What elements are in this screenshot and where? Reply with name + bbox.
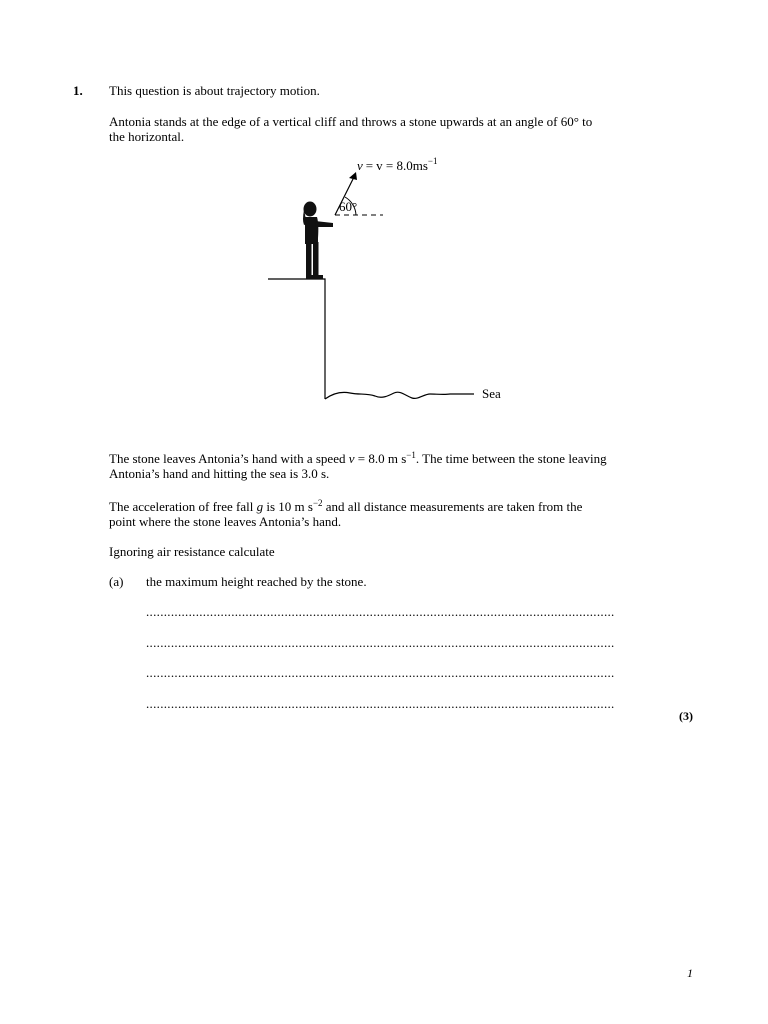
speed-paragraph-line-2: Antonia’s hand and hitting the sea is 3.0 s. — [109, 466, 330, 481]
accel-paragraph-line-1: The acceleration of free fall g is 10 m $s^{-2}$ and all distance measurements are taken from the — [109, 498, 583, 514]
velocity-arrow-head — [349, 172, 357, 180]
instruction-text: Ignoring air resistance calculate — [109, 544, 275, 559]
answer-line-1[interactable]: .................................................................................................................................... — [146, 604, 615, 619]
answer-line-2[interactable]: .................................................................................................................................... — [146, 635, 615, 650]
part-a-question: the maximum height reached by the stone. — [146, 574, 367, 589]
speed-paragraph-line-1: The stone leaves Antonia’s hand with a speed v = 8.0 m $s^{-1}$. The time between the stone leaving — [109, 450, 607, 466]
question-intro: This question is about trajectory motion. — [109, 83, 320, 98]
answer-line-3[interactable]: .................................................................................................................................... — [146, 665, 615, 680]
part-a-label: (a) — [109, 574, 124, 589]
accel-paragraph-line-2: point where the stone leaves Antonia’s hand. — [109, 514, 342, 529]
velocity-label: $v = v = 8.0ms^{-1}$ — [357, 156, 438, 173]
page-number: 1 — [687, 966, 693, 980]
cliff-outline — [268, 279, 325, 399]
sea-surface — [325, 392, 474, 399]
marks-indicator: (3) — [679, 709, 693, 723]
antonia-figure — [303, 202, 333, 280]
scenario-line-1: Antonia stands at the edge of a vertical cliff and throws a stone upwards at an angle of 60° to — [109, 114, 593, 129]
sea-label: Sea — [482, 386, 501, 401]
cliff-trajectory-diagram — [260, 150, 510, 405]
scenario-line-2: the horizontal. — [109, 129, 185, 144]
answer-line-4[interactable]: .................................................................................................................................... — [146, 696, 615, 711]
angle-label: 60° — [339, 199, 358, 214]
question-number: 1. — [73, 83, 83, 98]
